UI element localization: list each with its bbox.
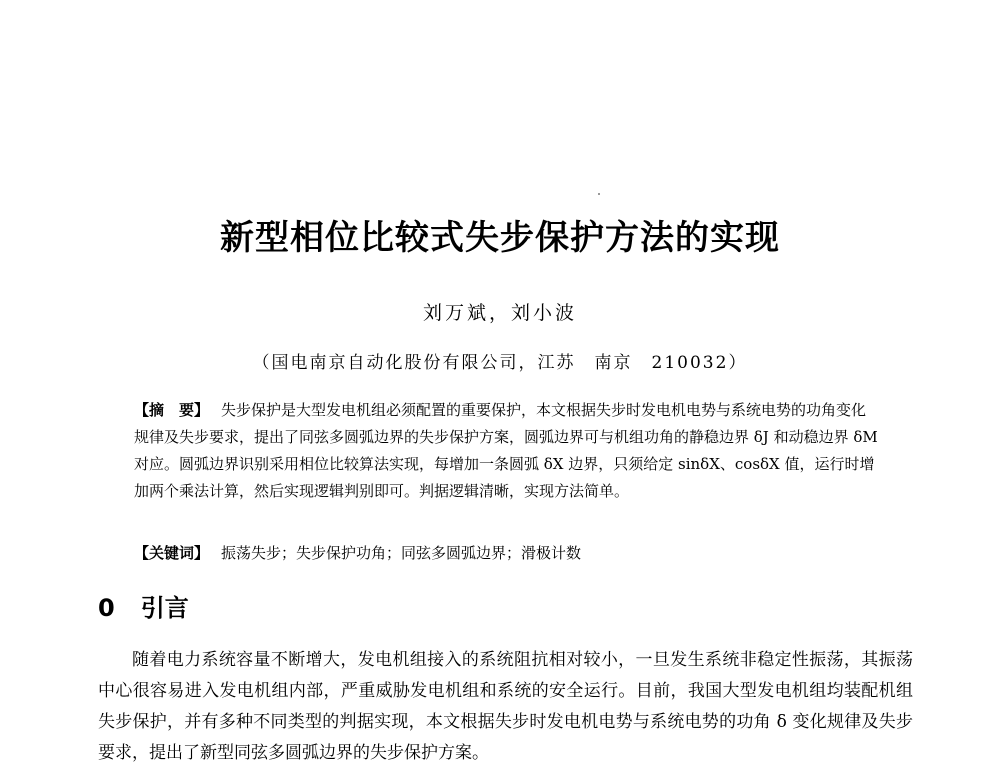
- scan-speck: [598, 193, 600, 195]
- body-paragraph: 随着电力系统容量不断增大，发电机组接入的系统阻抗相对较小，一旦发生系统非稳定性振荡，其振荡中心很容易进入发电机组内部，严重威胁发电机组和系统的安全运行。目前，我国大型发电机组均装配机组失步保护，并有多种不同类型的判据实现，本文根据失步时发电机电势与系统电势的功角 δ 变化规律及失步要求，提出了新型同弦多圆弧边界的失步保护方案。: [98, 650, 913, 763]
- keywords-text: 振荡失步；失步保护功角；同弦多圆弧边界；滑极计数: [221, 544, 582, 562]
- abstract: [134, 397, 879, 505]
- abstract-label: 【摘 要】: [134, 401, 210, 419]
- section-title: 引言: [140, 594, 189, 622]
- abstract-text: 失步保护是大型发电机组必须配置的重要保护，本文根据失步时发电机电势与系统电势的功角变化规律及失步要求，提出了同弦多圆弧边界的失步保护方案，圆弧边界可与机组功角的静稳边界 δJ 和动稳边界 δM 对应。圆弧边界识别采用相位比较算法实现，每增加一条圆弧 δX 边界，只须给定 sinδX、cosδX 值，运行时增加两个乘法计算，然后实现逻辑判别即可。判据逻辑清晰，实现方法简单。: [134, 401, 878, 500]
- affiliation: （国电南京自动化股份有限公司，江苏 南京 210032）: [252, 353, 748, 373]
- authors: 刘万斌，刘小波: [422, 302, 577, 324]
- section-heading: [98, 588, 189, 623]
- paper-title: 新型相位比较式失步保护方法的实现: [220, 218, 780, 258]
- keywords-label: 【关键词】: [134, 544, 210, 562]
- section-number: 0: [98, 594, 115, 622]
- keywords: [134, 540, 879, 567]
